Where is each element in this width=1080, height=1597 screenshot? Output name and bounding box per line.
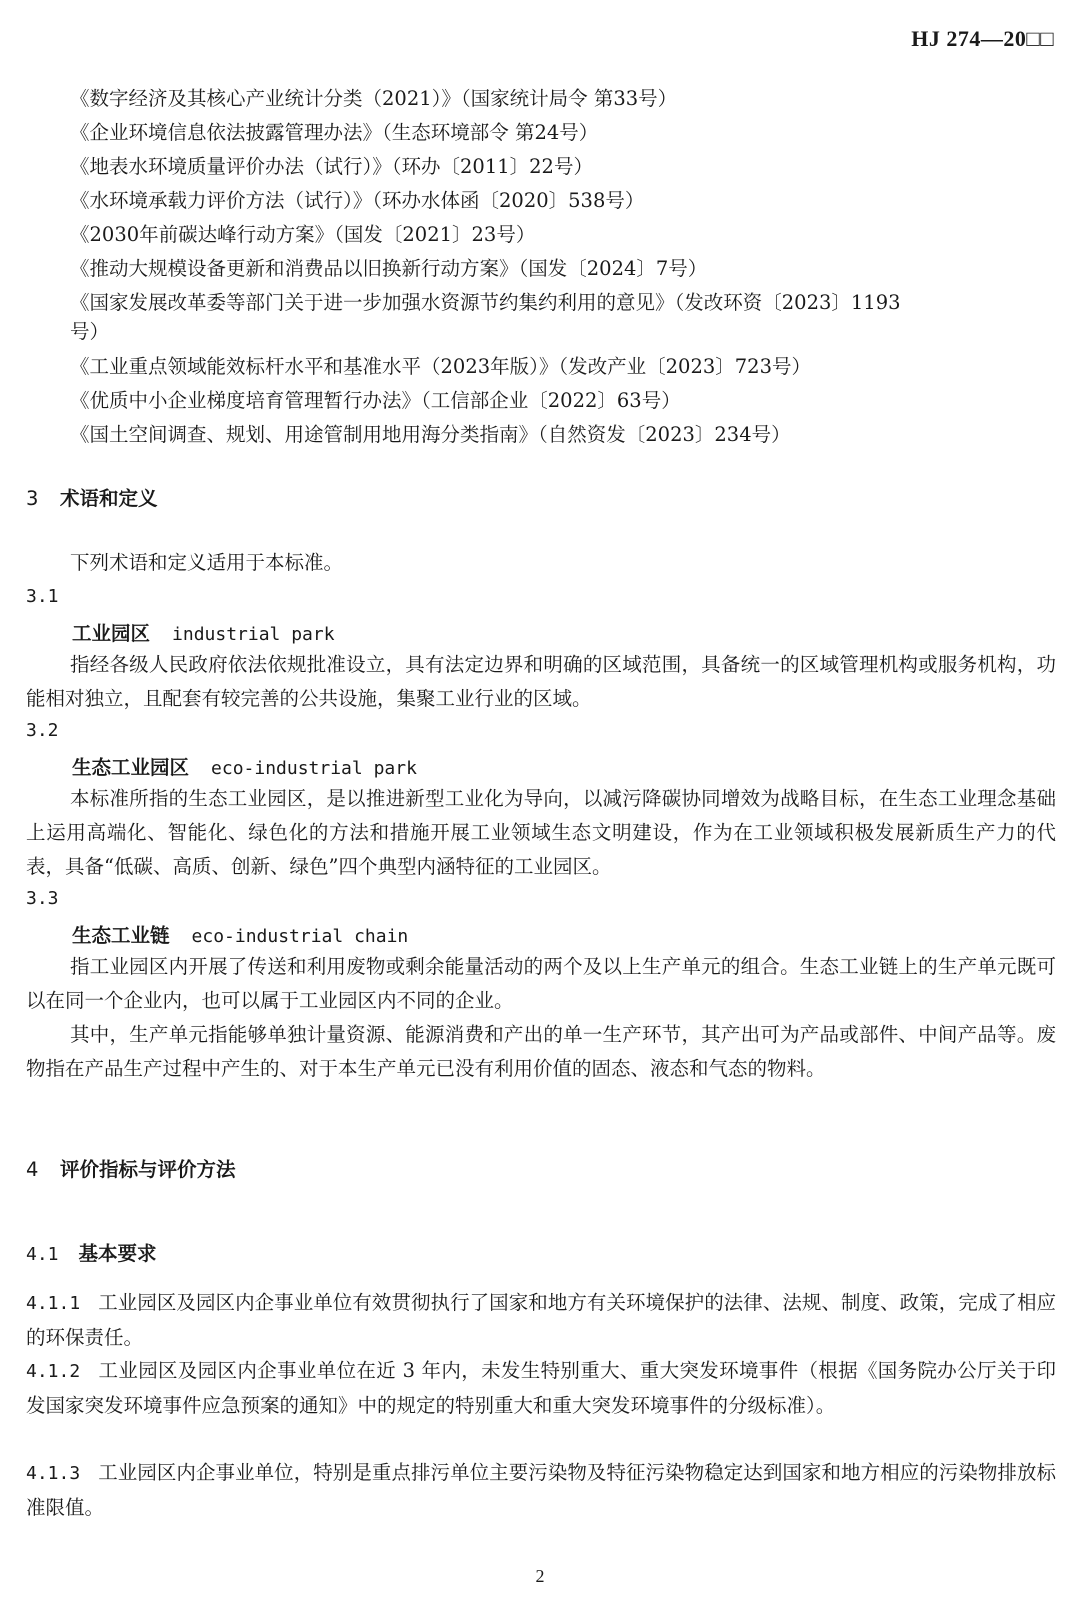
term-zh: 工业园区	[72, 622, 151, 645]
standard-code: HJ 274—20□□	[911, 26, 1054, 51]
requirement-number: 4.1.1	[26, 1293, 81, 1314]
reference-item: 《工业重点领域能效标杆水平和基准水平（2023年版）》（发改产业〔2023〕723号）	[70, 355, 811, 378]
term-zh: 生态工业园区	[72, 756, 190, 779]
reference-item: 《水环境承载力评价方法（试行）》（环办水体函〔2020〕538号）	[70, 189, 645, 212]
page-number: 2	[535, 1566, 545, 1586]
term-heading	[72, 618, 335, 646]
term-en: industrial park	[172, 624, 335, 645]
term-definition: 指经各级人民政府依法依规批准设立，具有法定边界和明确的区域范围，具备统一的区域管理机构或服务机构，功能相对独立，且配套有较完善的公共设施，集聚工业行业的区域。	[26, 653, 1056, 710]
reference-item: 《优质中小企业梯度培育管理暂行办法》（工信部企业〔2022〕63号）	[70, 389, 681, 412]
requirement-item	[26, 1286, 1056, 1355]
section-intro: 下列术语和定义适用于本标准。	[70, 551, 344, 574]
subsection-number: 4.1	[26, 1244, 59, 1265]
reference-list	[70, 82, 1060, 452]
requirement-item	[26, 1354, 1056, 1423]
term-en: eco-industrial park	[211, 758, 417, 779]
requirement-text: 工业园区及园区内企事业单位有效贯彻执行了国家和地方有关环境保护的法律、法规、制度、政策，完成了相应的环保责任。	[26, 1291, 1056, 1349]
section-title: 术语和定义	[60, 487, 158, 510]
term-zh: 生态工业链	[72, 924, 170, 947]
section-number: 3	[26, 487, 39, 510]
requirement-item	[26, 1456, 1056, 1525]
reference-item: 《数字经济及其核心产业统计分类（2021）》（国家统计局令 第33号）	[70, 87, 678, 110]
subsection-heading	[26, 1238, 157, 1266]
section-heading-4	[26, 1154, 236, 1182]
requirement-text: 工业园区及园区内企事业单位在近 3 年内，未发生特别重大、重大突发环境事件（根据《国务院办公厅关于印发国家突发环境事件应急预案的通知》中的规定的特别重大和重大突发环境事件的分级标准）。	[26, 1359, 1056, 1417]
term-definition: 指工业园区内开展了传送和利用废物或剩余能量活动的两个及以上生产单元的组合。生态工业链上的生产单元既可以在同一个企业内，也可以属于工业园区内不同的企业。	[26, 955, 1056, 1012]
term-definition: 本标准所指的生态工业园区，是以推进新型工业化为导向，以减污降碳协同增效为战略目标，在生态工业理念基础上运用高端化、智能化、绿色化的方法和措施开展工业领域生态文明建设，作为在工业领域积极发展新质生产力的代表，具备“低碳、高质、创新、绿色”四个典型内涵特征的工业园区。	[26, 787, 1056, 878]
reference-item-continuation: 号）	[70, 320, 110, 343]
term-note: 其中，生产单元指能够单独计量资源、能源消费和产出的单一生产环节，其产出可为产品或部件、中间产品等。废物指在产品生产过程中产生的、对于本生产单元已没有利用价值的固态、液态和气态的物料。	[26, 1023, 1056, 1080]
term-heading	[72, 920, 408, 948]
requirement-text: 工业园区内企事业单位，特别是重点排污单位主要污染物及特征污染物稳定达到国家和地方相应的污染物排放标准限值。	[26, 1461, 1056, 1519]
requirement-number: 4.1.3	[26, 1463, 81, 1484]
clause-number: 3.2	[26, 720, 59, 741]
reference-item: 《地表水环境质量评价办法（试行）》（环办〔2011〕22号）	[70, 155, 593, 178]
term-en: eco-industrial chain	[191, 926, 409, 947]
section-number: 4	[26, 1158, 39, 1181]
reference-item: 《推动大规模设备更新和消费品以旧换新行动方案》（国发〔2024〕7号）	[70, 257, 708, 280]
reference-item: 《2030年前碳达峰行动方案》（国发〔2021〕23号）	[70, 223, 536, 246]
reference-item: 《国家发展改革委等部门关于进一步加强水资源节约集约利用的意见》（发改环资〔2023〕1193	[70, 291, 901, 314]
reference-item: 《国土空间调查、规划、用途管制用地用海分类指南》（自然资发〔2023〕234号）	[70, 423, 791, 446]
section-heading-3	[26, 483, 158, 511]
clause-number: 3.3	[26, 888, 59, 909]
term-heading	[72, 752, 417, 780]
subsection-title: 基本要求	[78, 1242, 157, 1265]
requirement-number: 4.1.2	[26, 1361, 81, 1382]
section-title: 评价指标与评价方法	[60, 1158, 236, 1181]
clause-number: 3.1	[26, 586, 59, 607]
reference-item: 《企业环境信息依法披露管理办法》（生态环境部令 第24号）	[70, 121, 599, 144]
